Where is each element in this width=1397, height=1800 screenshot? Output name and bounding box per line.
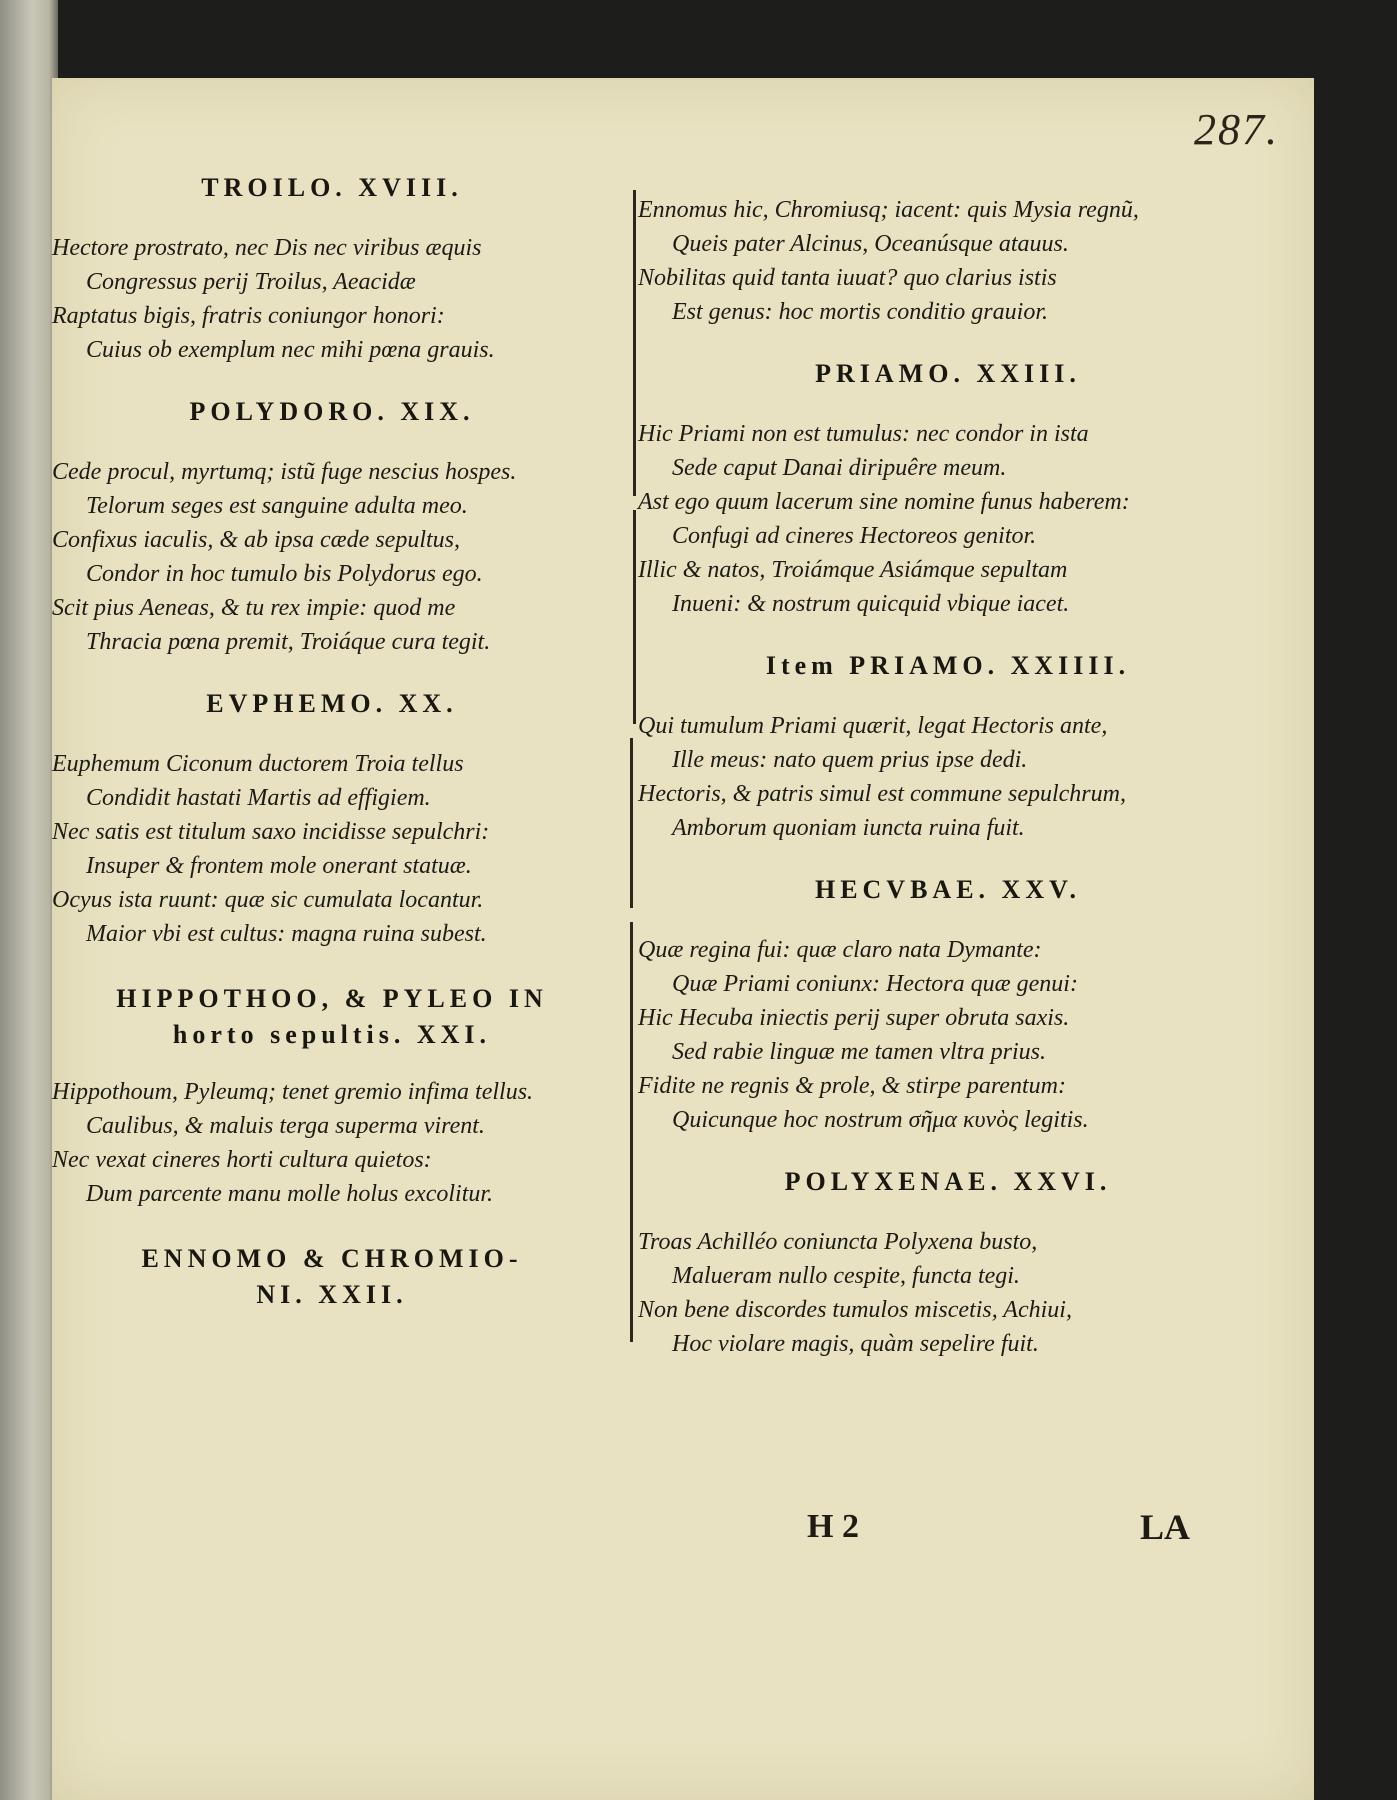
section-heading [52,173,612,203]
verse-line: Malueram nullo cespite, functa tegi. [672,1263,1020,1289]
verse-line: Sede caput Danai diripuêre meum. [672,455,1007,481]
verse-line: Confugi ad cineres Hectoreos genitor. [672,523,1037,549]
heading-line: PRIAMO. XXIII. [815,359,1081,388]
heading-line: Item PRIAMO. XXIIII. [765,651,1131,680]
verse-line: Hectoris, & patris simul est commune sepulchrum, [638,781,1126,807]
section-heading [52,689,612,719]
heading-line: TROILO. XVIII. [201,173,463,202]
heading-line: ENNOMO & CHROMIO- [141,1244,523,1273]
section-heading [618,651,1278,681]
verse-line: Condor in hoc tumulo bis Polydorus ego. [86,561,483,587]
heading-line: HECVBAE. XXV. [814,875,1082,904]
verse-block [52,1075,533,1211]
poem-section [52,173,612,363]
verse-line: Nec vexat cineres horti cultura quietos: [52,1147,432,1173]
verse-block [638,933,1089,1137]
section-heading [52,397,612,427]
verse-line: Telorum seges est sanguine adulta meo. [86,493,468,519]
margin-rule [630,738,633,908]
verse-line: Nobilitas quid tanta iuuat? quo clarius istis [638,265,1057,291]
verse-block [52,747,489,951]
poem-section [618,875,1278,1133]
verse-block [638,193,1139,329]
signature-mark: H 2 [807,1508,859,1545]
verse-line: Dum parcente manu molle holus excolitur. [86,1181,494,1207]
verse-line: Hectore prostrato, nec Dis nec viribus æquis [52,235,482,261]
verse-line: Ille meus: nato quem prius ipse dedi. [672,747,1028,773]
verse-line: Scit pius Aeneas, & tu rex impie: quod me [52,595,456,621]
verse-line: Ennomus hic, Chromiusq; iacent: quis Mysia regnũ, [638,197,1139,223]
verse-line: Cuius ob exemplum nec mihi pœna grauis. [86,337,495,363]
verse-block [638,709,1126,845]
verse-line: Ocyus ista ruunt: quæ sic cumulata locantur. [52,887,484,913]
verse-line: Cede procul, myrtumq; istũ fuge nescius hospes. [52,459,517,485]
margin-rule [630,922,633,1342]
verse-line: Quæ Priami coniunx: Hectora quæ genui: [672,971,1078,997]
verse-line: Quicunque hoc nostrum σῆμα κυνὸς legitis. [672,1107,1089,1133]
verse-line: Fidite ne regnis & prole, & stirpe parentum: [638,1073,1066,1099]
page-edge [0,0,58,1800]
verse-line: Raptatus bigis, fratris coniungor honori: [52,303,445,329]
verse-line: Sed rabie linguæ me tamen vltra prius. [672,1039,1046,1065]
verse-line: Non bene discordes tumulos miscetis, Achiui, [638,1297,1072,1323]
verse-line: Hic Priami non est tumulus: nec condor in ista [638,421,1089,447]
verse-block [638,417,1130,621]
book-page [52,78,1314,1800]
verse-block [52,231,495,367]
verse-line: Maior vbi est cultus: magna ruina subest. [86,921,487,947]
verse-line: Queis pater Alcinus, Oceanúsque atauus. [672,231,1069,257]
poem-section [52,397,612,655]
verse-line: Insuper & frontem mole onerant statuæ. [86,853,472,879]
section-heading [618,875,1278,905]
poem-section [618,359,1278,617]
heading-line: POLYDORO. XIX. [189,397,475,426]
verse-line: Hippothoum, Pyleumq; tenet gremio infima tellus. [52,1079,534,1105]
verse-block [638,1225,1072,1361]
poem-section [618,1167,1278,1357]
verse-line: Hic Hecuba iniectis perij super obruta saxis. [638,1005,1070,1031]
verse-line: Congressus perij Troilus, Aeacidæ [86,269,416,295]
verse-line: Nec satis est titulum saxo incidisse sepulchri: [52,819,490,845]
verse-line: Troas Achilléo coniuncta Polyxena busto, [638,1229,1038,1255]
heading-line: horto sepultis. XXI. [172,1020,492,1049]
verse-line: Hoc violare magis, quàm sepelire fuit. [672,1331,1039,1357]
verse-block [52,455,516,659]
verse-line: Est genus: hoc mortis conditio grauior. [672,299,1048,325]
verse-line: Inueni: & nostrum quicquid vbique iacet. [672,591,1070,617]
section-heading [52,981,612,1053]
folio-number: 287. [1194,105,1279,154]
heading-line: NI. XXII. [256,1280,408,1309]
verse-line: Caulibus, & maluis terga superma virent. [86,1113,485,1139]
section-heading [618,1167,1278,1197]
verse-line: Illic & natos, Troiámque Asiámque sepultam [638,557,1068,583]
heading-line: POLYXENAE. XXVI. [784,1167,1112,1196]
verse-line: Quæ regina fui: quæ claro nata Dymante: [638,937,1042,963]
heading-line: EVPHEMO. XX. [206,689,458,718]
verse-line: Ast ego quum lacerum sine nomine funus haberem: [638,489,1130,515]
section-heading [52,1241,612,1313]
catchword: LA [1140,1507,1191,1547]
margin-rule [633,510,636,724]
verse-line: Euphemum Ciconum ductorem Troia tellus [52,751,464,777]
verse-line: Thracia pœna premit, Troiáque cura tegit. [86,629,491,655]
verse-line: Amborum quoniam iuncta ruina fuit. [672,815,1025,841]
section-heading [618,359,1278,389]
poem-section [52,689,612,947]
verse-line: Condidit hastati Martis ad effigiem. [86,785,431,811]
margin-rule [633,190,636,496]
poem-section [52,981,612,1207]
poem-section [618,651,1278,841]
poem-section [52,1241,612,1313]
heading-line: HIPPOTHOO, & PYLEO IN [116,984,548,1013]
verse-line: Confixus iaculis, & ab ipsa cæde sepultus, [52,527,460,553]
verse-line: Qui tumulum Priami quærit, legat Hectoris ante, [638,713,1108,739]
